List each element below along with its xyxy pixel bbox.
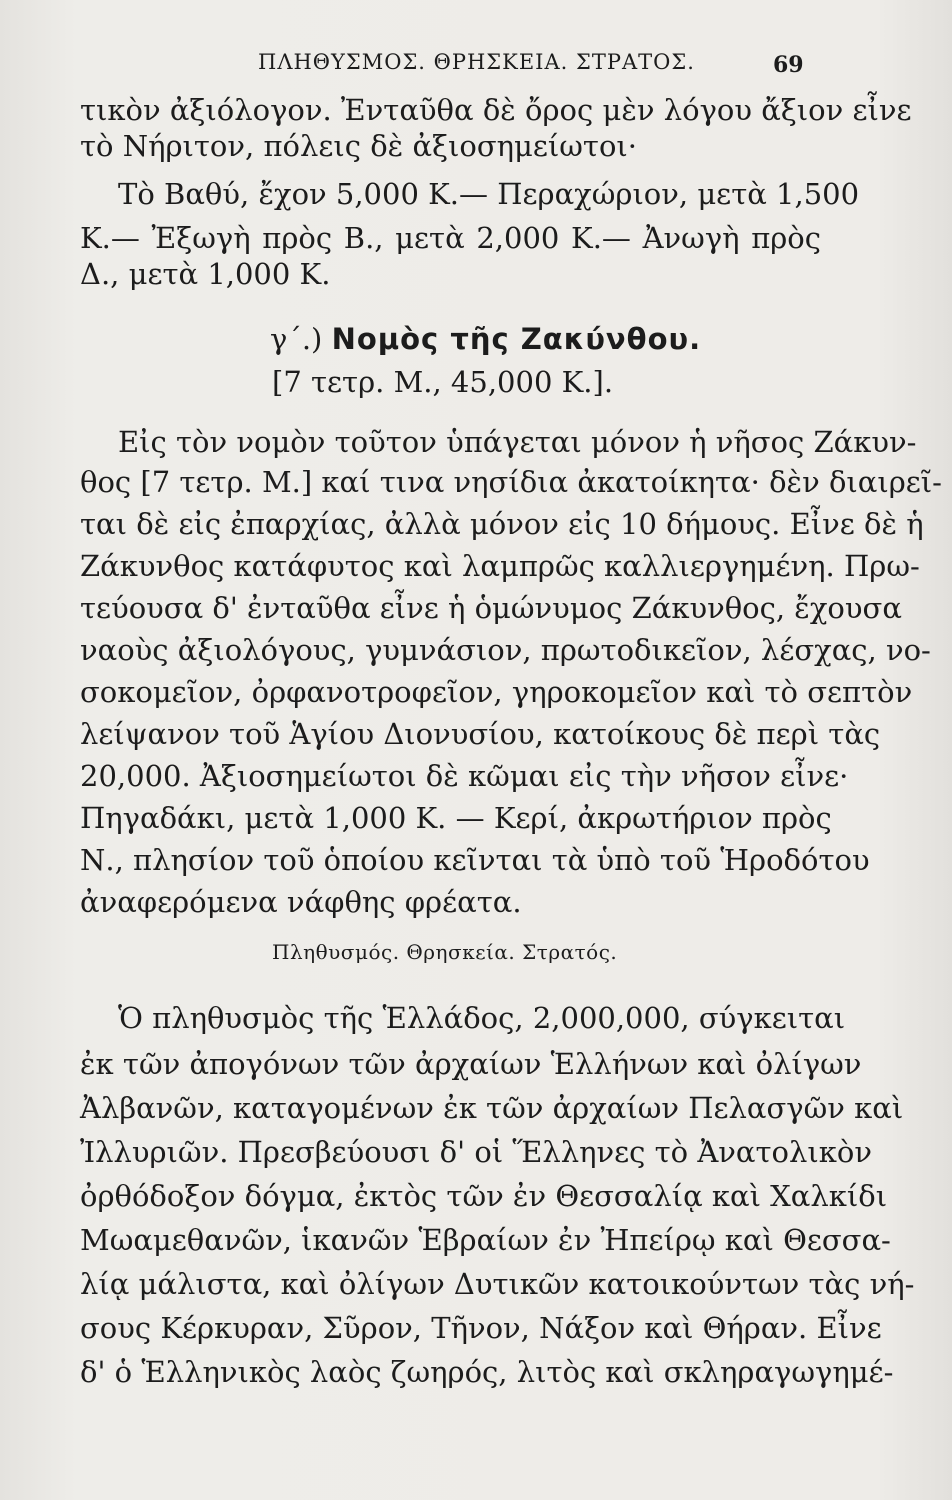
section-title: Νομὸς τῆς Ζακύνθου. [331,322,702,356]
text-line: Ν., πλησίον τοῦ ὁποίου κεῖνται τὰ ὑπὸ τοῦ Ἡροδότου [80,843,870,877]
section-prefix: γ΄.) [270,322,323,356]
text-line: σους Κέρκυραν, Σῦρον, Τῆνον, Νάξον καὶ Θήραν. Εἶνε [80,1311,882,1345]
text-line: ἀναφερόμενα νάφθης φρέατα. [80,885,522,919]
text-line: Δ., μετὰ 1,000 Κ. [80,257,331,291]
text-line: Ἰλλυριῶν. Πρεσβεύουσι δ' οἱ Ἕλληνες τὸ Ἀνατολικὸν [80,1135,872,1169]
text-line: ἐκ τῶν ἀπογόνων τῶν ἀρχαίων Ἑλλήνων καὶ ὀλίγων [80,1047,862,1081]
text-line: λίᾳ μάλιστα, καὶ ὀλίγων Δυτικῶν κατοικούντων τὰς νή- [80,1267,915,1301]
text-line: τικὸν ἀξιόλογον. Ἐνταῦθα δὲ ὄρος μὲν λόγου ἄξιον εἶνε [80,93,912,127]
text-line: σοκομεῖον, ὀρφανοτροφεῖον, γηροκομεῖον καὶ τὸ σεπτὸν [80,675,913,709]
running-title: ΠΛΗΘΥΣΜΟΣ. ΘΡΗΣΚΕΙΑ. ΣΤΡΑΤΟΣ. [258,50,695,74]
text-line: Ὁ πληθυσμὸς τῆς Ἑλλάδος, 2,000,000, σύγκειται [118,1001,846,1035]
text-line: τεύουσα δ' ἐνταῦθα εἶνε ἡ ὁμώνυμος Ζάκυνθος, ἔχουσα [80,591,902,625]
text-line: ται δὲ εἰς ἐπαρχίας, ἀλλὰ μόνον εἰς 10 δήμους. Εἶνε δὲ ἡ [80,507,924,541]
text-line: ναοὺς ἀξιολόγους, γυμνάσιον, πρωτοδικεῖον, λέσχας, νο- [80,633,931,667]
text-line: 20,000. Ἀξιοσημείωτοι δὲ κῶμαι εἰς τὴν νῆσον εἶνε· [80,759,849,793]
section-heading [270,322,701,356]
text-line: Εἰς τὸν νομὸν τοῦτον ὑπάγεται μόνον ἡ νῆσος Ζάκυν- [118,425,917,459]
text-line: θος [7 τετρ. Μ.] καί τινα νησίδια ἀκατοίκητα· δὲν διαιρεῖ- [80,465,942,499]
text-line: Κ.— Ἐξωγὴ πρὸς Β., μετὰ 2,000 Κ.— Ἀνωγὴ πρὸς [80,221,821,255]
text-line: ὀρθόδοξον δόγμα, ἐκτὸς τῶν ἐν Θεσσαλίᾳ καὶ Χαλκίδι [80,1179,888,1213]
text-line: Ἀλβανῶν, καταγομένων ἐκ τῶν ἀρχαίων Πελασγῶν καὶ [80,1091,904,1125]
text-line: λείψανον τοῦ Ἁγίου Διονυσίου, κατοίκους δὲ περὶ τὰς [80,717,881,751]
section-subtitle: [7 τετρ. Μ., 45,000 Κ.]. [272,365,614,399]
text-line: Τὸ Βαθύ, ἔχον 5,000 Κ.— Περαχώριον, μετὰ 1,500 [118,177,860,211]
page-number: 69 [773,52,804,78]
text-line: Πηγαδάκι, μετὰ 1,000 Κ. — Κερί, ἀκρωτήριον πρὸς [80,801,832,835]
text-line: Ζάκυνθος κατάφυτος καὶ λαμπρῶς καλλιεργημένη. Πρω- [80,549,920,583]
subheading: Πληθυσμός. Θρησκεία. Στρατός. [272,940,618,964]
text-line: Μωαμεθανῶν, ἱκανῶν Ἑβραίων ἐν Ἠπείρῳ καὶ Θεσσα- [80,1223,891,1257]
text-line: τὸ Νήριτον, πόλεις δὲ ἀξιοσημείωτοι· [80,129,637,163]
text-line: δ' ὁ Ἑλληνικὸς λαὸς ζωηρός, λιτὸς καὶ σκληραγωγημέ- [80,1355,894,1389]
